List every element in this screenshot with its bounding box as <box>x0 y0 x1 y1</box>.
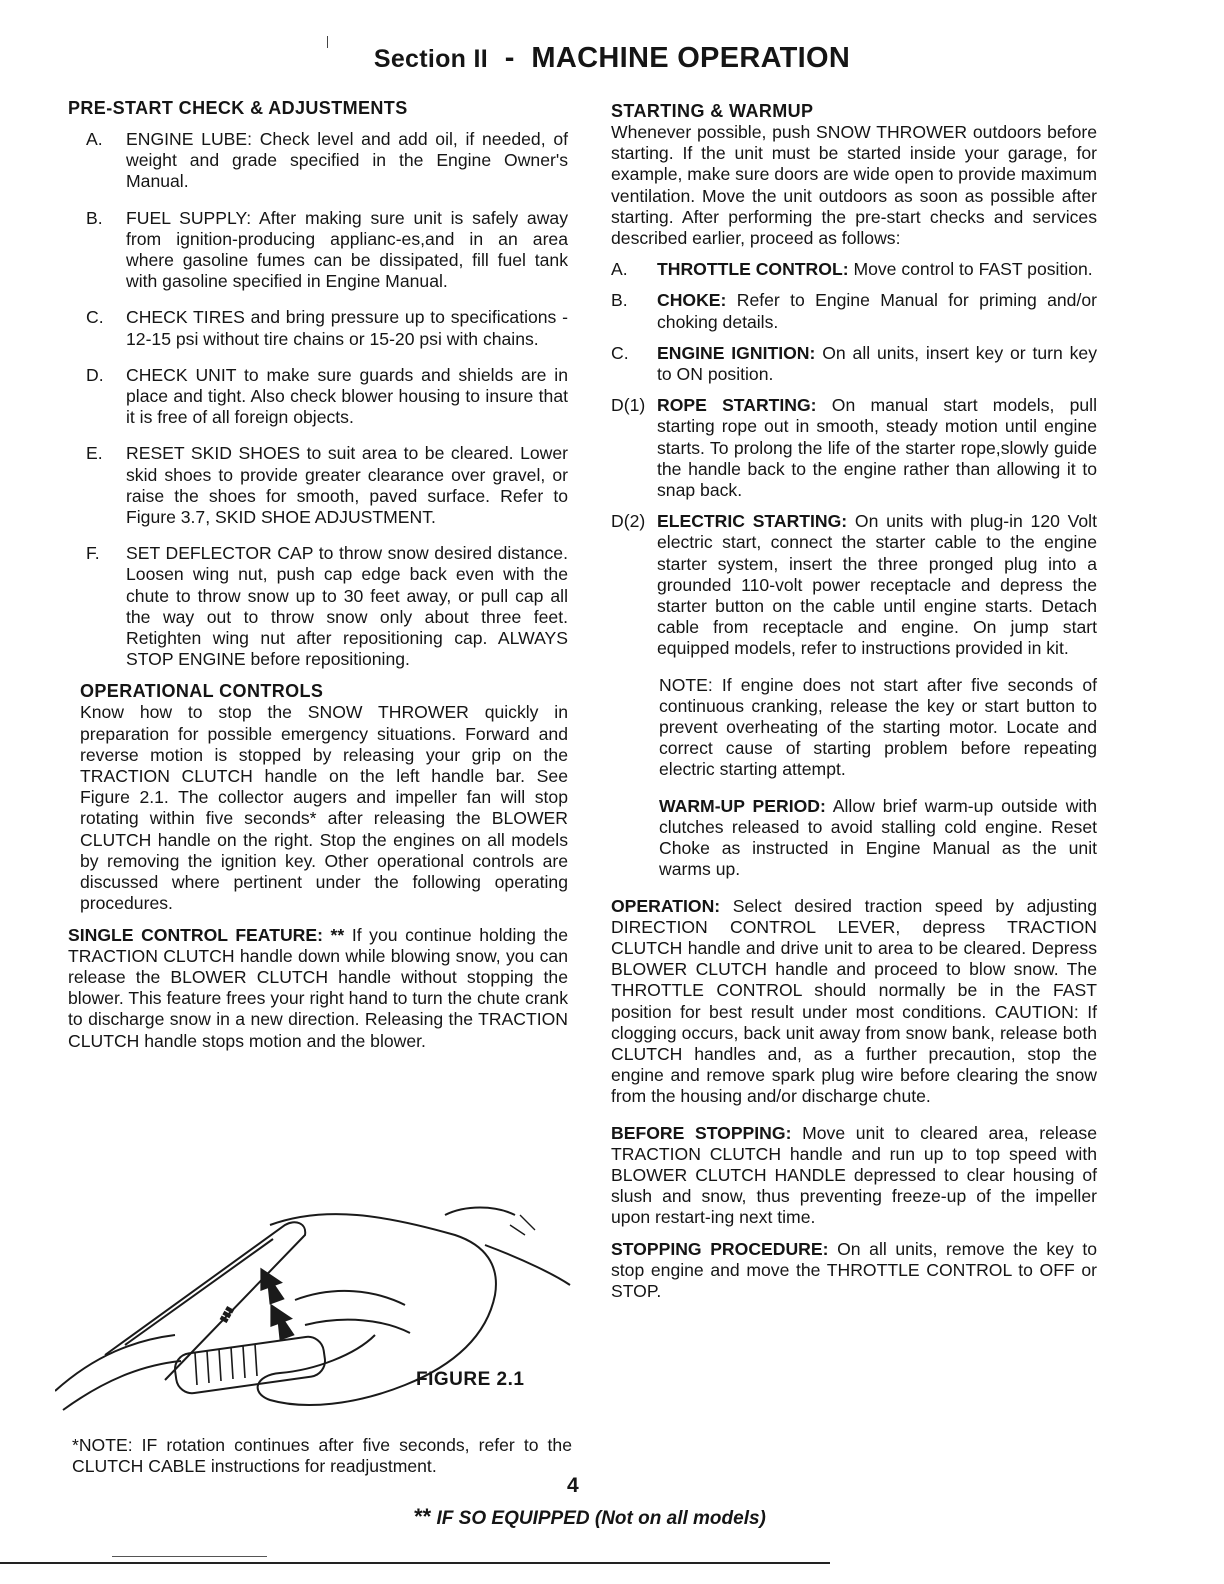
section-title: MACHINE OPERATION <box>531 42 851 74</box>
right-column <box>611 100 1097 1302</box>
item-label: E. <box>86 443 103 464</box>
step-label: B. <box>611 290 628 311</box>
step-title: ELECTRIC STARTING: <box>657 511 848 532</box>
lever-decal: ▮▮▮ <box>218 1304 236 1325</box>
step-label: C. <box>611 342 629 363</box>
step-text: Refer to Engine Manual for priming and/or choking details. <box>657 290 1097 332</box>
stopping-title: STOPPING PROCEDURE: <box>611 1238 829 1259</box>
before-stopping-text: Move unit to cleared area, release TRACTION CLUTCH handle and run up to top speed with BLOWER CLUTCH HANDLE depressed to clear housing of slush and snow, thus preventing freeze-up of the impeller upon restart-ing next time. <box>611 1122 1097 1228</box>
footer-stars: ** <box>414 1504 432 1529</box>
direction-arrows <box>253 1262 299 1342</box>
step-b <box>611 290 1097 332</box>
prestart-item-e <box>68 443 568 528</box>
prestart-heading: PRE-START CHECK & ADJUSTMENTS <box>68 98 408 118</box>
bottom-rule-short <box>112 1556 267 1557</box>
item-text: CHECK TIRES and bring pressure up to specifications - 12-15 psi without tire chains or 15-20 psi with chains. <box>126 307 568 349</box>
step-d2 <box>611 511 1097 659</box>
warmup-paragraph <box>659 796 1097 881</box>
prestart-item-c <box>68 307 568 349</box>
start-note: NOTE: If engine does not start after five seconds of continuous cranking, release the key or start button to prevent overheating of the starting motor. Locate and correct cause of starting problem before repeating electric starting attempt. <box>659 674 1097 780</box>
left-column <box>68 97 568 1052</box>
operation-paragraph <box>611 896 1097 1108</box>
prestart-item-b <box>68 208 568 293</box>
step-text: On units with plug-in 120 Volt electric start, connect the starter cable to the engine starter system, insert the three pronged plug into a grounded 110-volt power receptacle and depress the starter button on the cable until engine starts. Detach cable from receptacle and engine. On jump start equipped models, refer to instructions provided in kit. <box>657 511 1097 659</box>
prestart-item-d <box>68 365 568 429</box>
step-d1 <box>611 395 1097 501</box>
single-control-stars: ** <box>330 924 345 945</box>
handle-bar <box>55 1335 175 1391</box>
step-label: D(2) <box>611 511 646 532</box>
before-stopping-paragraph <box>611 1123 1097 1229</box>
prestart-item-f <box>68 543 568 670</box>
warmup-text: Allow brief warm-up outside with clutches released to avoid stalling cold engine. Reset Choke as instructed in Engine Manual as the unit warms up. <box>659 795 1097 880</box>
step-text: On manual start models, pull starting rope out in smooth, steady motion until engine starts. To prolong the life of the starter rope,slowly guide the handle back to the engine rather than allowing it to snap back. <box>657 395 1097 501</box>
item-text: FUEL SUPPLY: After making sure unit is safely away from ignition-producing applianc-es,and in an area where gasoline fumes can be dissipated, fill fuel tank with gasoline specified in Engine Manual. <box>126 207 568 292</box>
operational-heading: OPERATIONAL CONTROLS <box>80 681 324 702</box>
page-number: 4 <box>567 1474 579 1497</box>
step-title: ROPE STARTING: <box>657 395 817 416</box>
warmup-title: WARM-UP PERIOD: <box>659 795 826 816</box>
item-text: CHECK UNIT to make sure guards and shields are in place and tight. Also check blower housing to insure that it is free of all foreign objects. <box>126 364 568 428</box>
step-label: A. <box>611 259 628 280</box>
step-title: THROTTLE CONTROL: <box>657 259 849 280</box>
stopping-paragraph <box>611 1239 1097 1303</box>
item-label: B. <box>86 207 103 228</box>
single-control-text: If you continue holding the TRACTION CLUTCH handle down while blowing snow, you can release the BLOWER CLUTCH handle without stopping the blower. This feature frees your right hand to turn the chute crank to discharge snow in a new direction. Releasing the TRACTION CLUTCH handle stops motion and the blower. <box>68 924 568 1051</box>
item-label: D. <box>86 364 104 385</box>
figure-caption: FIGURE 2.1 <box>416 1369 525 1390</box>
footer-text: IF SO EQUIPPED (Not on all models) <box>436 1508 766 1529</box>
section-number: Section II <box>373 45 488 73</box>
prestart-item-a <box>68 129 568 193</box>
item-label: F. <box>86 543 100 564</box>
operational-text: Know how to stop the SNOW THROWER quickly in preparation for possible emergency situations. Forward and reverse motion is stopped by releasing your grip on the TRACTION CLUTCH handle on the left handle bar. See Figure 2.1. The collector augers and impeller fan will stop rotating within five seconds* after releasing the BLOWER CLUTCH handle on the right. Stop the engines on all models by removing the ignition key. Other operational controls are discussed where pertinent under the following operating procedures. <box>80 702 568 914</box>
before-stopping-title: BEFORE STOPPING: <box>611 1122 792 1143</box>
title-dash: - <box>504 42 515 74</box>
step-title: CHOKE: <box>657 290 727 311</box>
operation-text: Select desired traction speed by adjusting DIRECTION CONTROL LEVER, depress TRACTION CLUTCH handle and drive unit to area to be cleared. Depress BLOWER CLUTCH handle and proceed to blow snow. The THROTTLE CONTROL should normally be in the FAST position for best result under most conditions. CAUTION: If clogging occurs, back unit away from snow bank, release both CLUTCH handles and, as a further precaution, stop the engine and remove spark plug wire before clearing the snow from the housing and/or discharge chute. <box>611 895 1098 1107</box>
starting-heading: STARTING & WARMUP <box>611 101 814 121</box>
step-label: D(1) <box>611 395 646 416</box>
page-title <box>0 42 1224 75</box>
item-text: ENGINE LUBE: Check level and add oil, if needed, of weight and grade specified in the Engine Owner's Manual. <box>126 129 568 192</box>
bottom-rule <box>0 1562 830 1564</box>
step-c <box>611 343 1097 385</box>
single-control-label: SINGLE CONTROL FEATURE: <box>68 924 323 945</box>
item-text: SET DEFLECTOR CAP to throw snow desired distance. Loosen wing nut, push cap edge back even with the chute to throw snow up to 30 feet away, or pull cap all the way out to throw snow only about three feet. Retighten wing nut after repositioning cap. ALWAYS STOP ENGINE before repositioning. <box>126 543 568 670</box>
step-text: Move control to FAST position. <box>853 259 1093 280</box>
figure-hand-on-handle <box>55 1205 575 1425</box>
step-text: On all units, insert key or turn key to ON position. <box>657 342 1097 385</box>
step-title: ENGINE IGNITION: <box>657 342 816 363</box>
arrow-up-icon <box>263 1298 299 1342</box>
clutch-footnote: *NOTE: IF rotation continues after five seconds, refer to the CLUTCH CABLE instructions for readjustment. <box>72 1435 572 1476</box>
single-control-paragraph <box>68 925 568 1052</box>
stopping-text: On all units, remove the key to stop engine and move the THROTTLE CONTROL to OFF or STOP. <box>611 1238 1097 1301</box>
item-label: C. <box>86 307 104 328</box>
item-text: RESET SKID SHOES to suit area to be cleared. Lower skid shoes to provide greater clearance over gravel, or raise the shoes for smooth, paved surface. Refer to Figure 3.7, SKID SHOE ADJUSTMENT. <box>126 443 568 528</box>
footer-note <box>0 1504 1180 1530</box>
item-label: A. <box>86 129 103 149</box>
operation-title: OPERATION: <box>611 895 721 916</box>
starting-text: Whenever possible, push SNOW THROWER outdoors before starting. If the unit must be started inside your garage, for example, make sure doors are wide open to provide maximum ventilation. Move the unit outdoors as soon as possible after starting. After performing the pre-start checks and services described earlier, proceed as follows: <box>611 122 1098 249</box>
step-a <box>611 259 1097 280</box>
